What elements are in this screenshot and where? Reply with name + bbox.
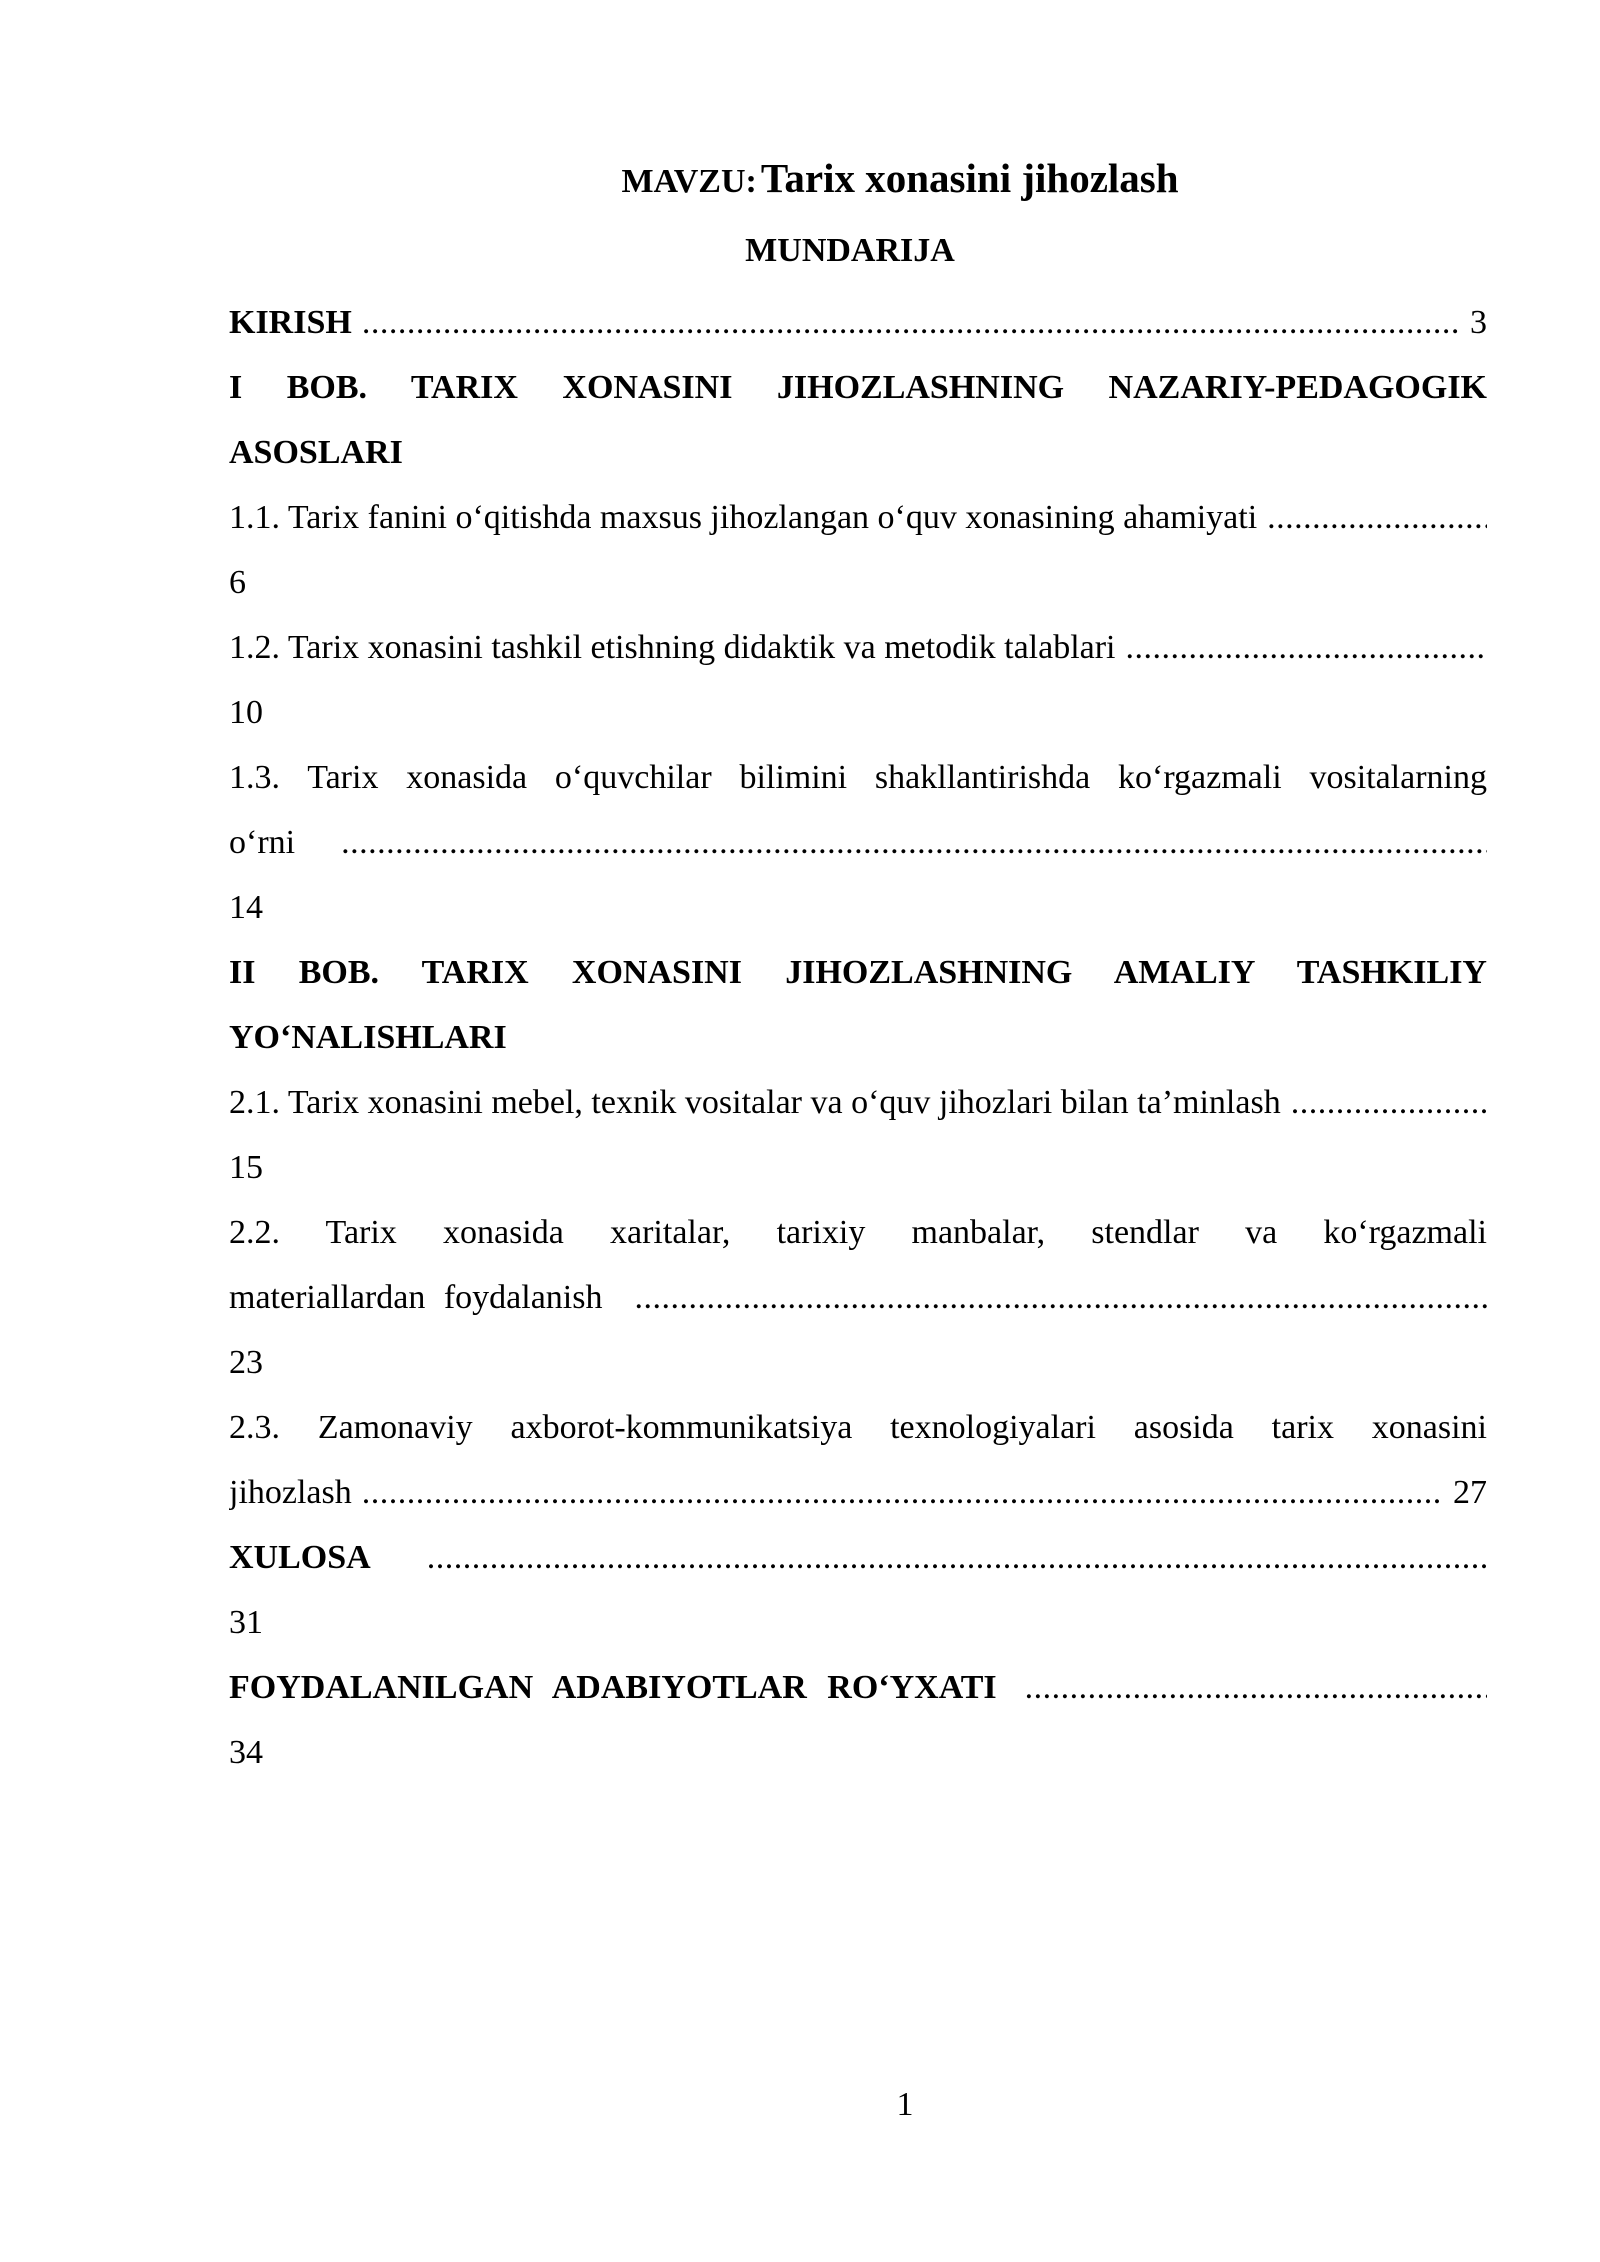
toc-entry-2-3-cont	[229, 1460, 1487, 1525]
toc-entry-1-2-page	[229, 680, 1487, 745]
toc-dot-leader	[362, 1460, 1443, 1525]
toc-chapter-2-title-cont	[229, 1005, 1487, 1070]
toc-entry-2-3: 2.3. Zamonaviy axborot-kommunikatsiya texnologiyalari asosida tarix xonasini	[229, 1409, 1487, 1446]
toc-dot-leader	[1025, 1655, 1487, 1720]
page-number: 1	[896, 2086, 914, 2123]
toc-entry-title: 1.1. Tarix fanini o‘qitishda maxsus jihozlangan o‘quv xonasining ahamiyati	[229, 499, 1258, 536]
toc-entry-2-2-cont	[229, 1265, 1487, 1330]
toc-entry-title: jihozlash	[229, 1474, 352, 1511]
toc-entry-title: YO‘NALISHLARI	[229, 1019, 507, 1056]
toc-entry-1-1-page	[229, 550, 1487, 615]
toc-chapter-1-title: I BOB. TARIX XONASINI JIHOZLASHNING NAZARIY-PEDAGOGIK	[229, 369, 1487, 406]
toc-entry-adabiyotlar-page	[229, 1720, 1487, 1785]
toc-entry-title: materiallardan foydalanish	[229, 1279, 603, 1316]
toc-heading: MUNDARIJA	[745, 232, 955, 269]
toc-chapter-2-title: II BOB. TARIX XONASINI JIHOZLASHNING AMALIY TASHKILIY	[229, 954, 1487, 991]
toc-entry-page: 10	[229, 694, 263, 731]
document-title	[0, 152, 1600, 214]
toc-entry-title: 2.1. Tarix xonasini mebel, texnik vositalar va o‘quv jihozlari bilan ta’minlash	[229, 1084, 1281, 1121]
toc-dot-leader	[427, 1525, 1487, 1590]
title-label: MAVZU:	[621, 163, 757, 200]
toc-entry-title: 1.2. Tarix xonasini tashkil etishning didaktik va metodik talablari	[229, 629, 1116, 666]
toc-dot-leader	[1267, 485, 1487, 550]
toc-entry-title: KIRISH	[229, 304, 352, 341]
toc-entry-2-2-page	[229, 1330, 1487, 1395]
toc-entry-page: 6	[229, 564, 246, 601]
toc-dot-leader	[634, 1265, 1487, 1330]
toc-dot-leader	[362, 290, 1460, 355]
toc-entry-title: o‘rni	[229, 824, 296, 861]
toc-entry-page: 31	[229, 1604, 263, 1641]
table-of-contents	[229, 290, 1487, 1785]
toc-entry-1-3-cont	[229, 810, 1487, 875]
toc-entry-xulosa	[229, 1525, 1487, 1590]
toc-entry-title: XULOSA	[229, 1539, 371, 1576]
toc-entry-page: 14	[229, 889, 263, 926]
toc-entry-2-1-page	[229, 1135, 1487, 1200]
toc-dot-leader	[341, 810, 1487, 875]
toc-entry-2-1	[229, 1070, 1487, 1135]
toc-entry-title: ASOSLARI	[229, 434, 403, 471]
toc-entry-2-2: 2.2. Tarix xonasida xaritalar, tarixiy manbalar, stendlar va ko‘rgazmali	[229, 1214, 1487, 1251]
toc-dot-leader	[1126, 615, 1487, 680]
toc-entry-page: 15	[229, 1149, 263, 1186]
toc-entry-1-3: 1.3. Tarix xonasida o‘quvchilar bilimini shakllantirishda ko‘rgazmali vositalarning	[229, 759, 1487, 796]
title-topic: Tarix xonasini jihozlash	[760, 155, 1179, 201]
toc-dot-leader	[1291, 1070, 1487, 1135]
toc-entry-adabiyotlar	[229, 1655, 1487, 1720]
toc-entry-1-2	[229, 615, 1487, 680]
toc-chapter-1-title-cont	[229, 420, 1487, 485]
toc-entry-1-1	[229, 485, 1487, 550]
toc-entry-page: 3	[1470, 304, 1487, 341]
toc-entry-page: 27	[1453, 1474, 1487, 1511]
toc-entry-page: 23	[229, 1344, 263, 1381]
toc-entry-xulosa-page	[229, 1590, 1487, 1655]
toc-entry-kirish	[229, 290, 1487, 355]
toc-entry-1-3-page	[229, 875, 1487, 940]
toc-entry-page: 34	[229, 1734, 263, 1771]
toc-entry-title: FOYDALANILGAN ADABIYOTLAR RO‘YXATI	[229, 1669, 997, 1706]
